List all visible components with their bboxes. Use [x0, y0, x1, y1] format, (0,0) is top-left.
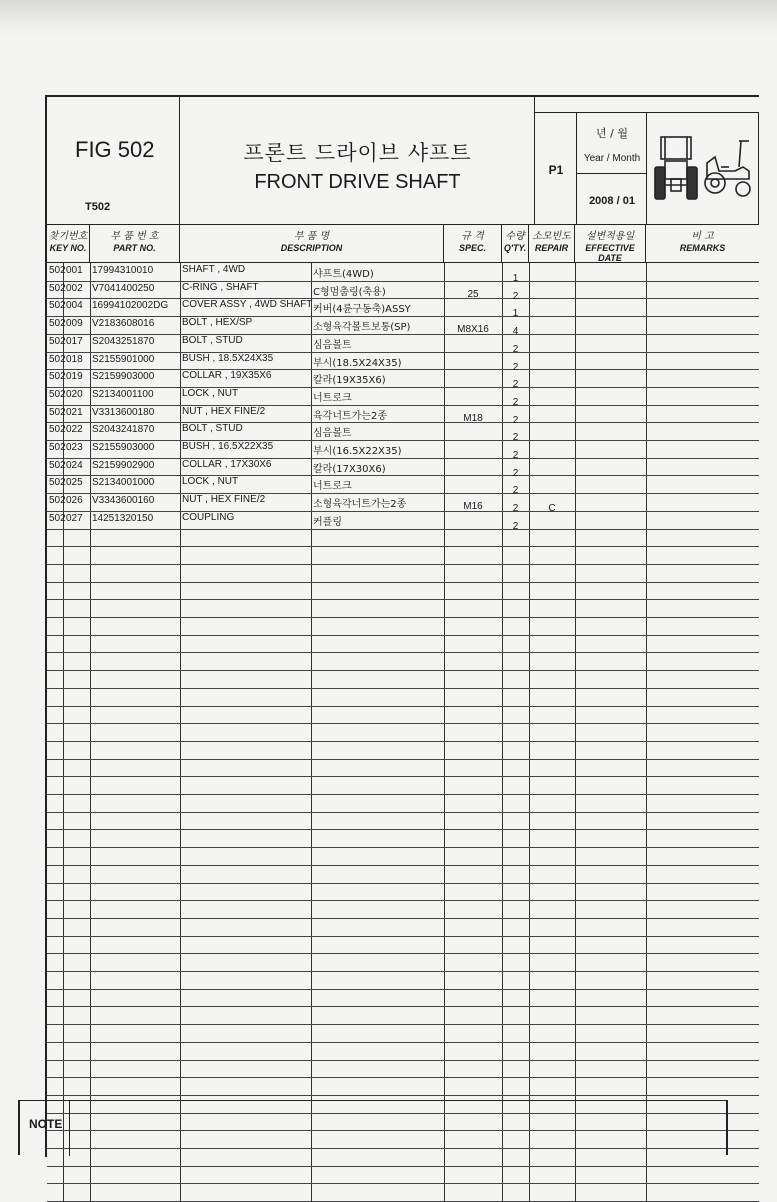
cell-key: 019	[66, 371, 83, 383]
cell-part-no: S2134001000	[92, 477, 155, 489]
cell-spec: M18	[463, 412, 483, 424]
cell-desc-en: BOLT , STUD	[182, 334, 243, 346]
cell-desc-ko: 육각너트가는2종	[313, 410, 387, 422]
cell-desc-en: COLLAR , 19X35X6	[182, 370, 272, 382]
grid-row-line	[47, 953, 759, 954]
cell-part-no: S2159903000	[92, 371, 155, 383]
grid-row-line	[47, 493, 759, 494]
grid-row-line	[47, 1077, 759, 1078]
cell-key: 021	[66, 406, 83, 418]
cell-key: 024	[66, 459, 83, 471]
grid-row-line	[47, 369, 759, 370]
cell-fig: 502	[49, 406, 66, 418]
col-key-no: 찾기번호 KEY NO.	[47, 225, 90, 263]
cell-desc-ko: 소형육각너트가는2종	[313, 499, 407, 511]
cell-key: 004	[66, 300, 83, 312]
cell-fig: 502	[49, 318, 66, 330]
grid-row-line	[47, 688, 759, 689]
grid-row-line	[47, 298, 759, 299]
cell-fig: 502	[49, 459, 66, 471]
grid-row-line	[47, 1042, 759, 1043]
cell-desc-ko: 부시(16.5X22X35)	[313, 446, 402, 457]
col-effective-date: 설변적용일 EFFECTIVE DATE	[575, 225, 646, 263]
cell-key: 002	[66, 282, 83, 294]
cell-part-no: 17994310010	[92, 265, 154, 276]
cell-qty: 1	[512, 308, 519, 320]
cell-qty: 2	[512, 396, 519, 408]
grid-row-line	[47, 883, 759, 884]
cell-desc-en: BUSH , 16.5X22X35	[182, 441, 274, 452]
cell-fig: 502	[49, 282, 66, 294]
cell-desc-en: LOCK , NUT	[182, 476, 239, 488]
cell-key: 022	[66, 424, 83, 436]
cell-desc-ko: 칼라(17X30X6)	[313, 463, 386, 475]
grid-row-line	[47, 405, 759, 406]
cell-desc-ko: 심음볼트	[313, 428, 352, 440]
grid-row-line	[47, 387, 759, 388]
grid-row-line	[47, 582, 759, 583]
grid-row-line	[47, 652, 759, 653]
cell-fig: 502	[49, 442, 66, 453]
cell-key: 017	[66, 335, 83, 347]
col-part-no: 부 품 번 호 PART NO.	[90, 225, 180, 263]
cell-desc-ko: 커플링	[313, 516, 342, 528]
cell-desc-ko: 심음볼트	[313, 339, 352, 351]
col-repair: 소모빈도 REPAIR	[529, 225, 575, 263]
issue-date: 2008 / 01	[589, 195, 635, 207]
grid-row-line	[47, 1183, 759, 1184]
cell-desc-en: BUSH , 18.5X24X35	[182, 352, 274, 364]
grid-row-line	[47, 900, 759, 901]
cell-desc-ko: C형멈춤링(축용)	[313, 286, 386, 298]
grid-row-line	[47, 617, 759, 618]
cell-key: 027	[66, 512, 83, 524]
grid-row-line	[47, 865, 759, 866]
grid-row-line	[47, 812, 759, 813]
cell-desc-en: BOLT , STUD	[182, 423, 243, 435]
grid-row-line	[47, 989, 759, 990]
note-label: NOTE	[29, 1117, 63, 1131]
grid-row-line	[47, 759, 759, 760]
cell-part-no: S2159902900	[92, 459, 155, 471]
grid-row-line	[47, 706, 759, 707]
col-spec: 규 격 SPEC.	[444, 225, 502, 263]
cell-spec: M16	[463, 501, 483, 513]
cell-qty: 2	[512, 343, 519, 355]
cell-qty: 1	[512, 273, 519, 284]
fig-title: FIG 502	[75, 137, 155, 162]
cell-fig: 502	[49, 424, 66, 436]
grid-row-line	[47, 1060, 759, 1061]
title-korean: 프론트 드라이브 샤프트	[243, 141, 472, 165]
cell-desc-en: LOCK , NUT	[182, 387, 239, 399]
cell-desc-ko: 커버(4륜구동축)ASSY	[313, 304, 411, 316]
cell-key: 023	[66, 442, 83, 453]
grid-row-line	[47, 847, 759, 848]
year-month-english: Year / Month	[583, 153, 641, 164]
cell-part-no: S2043251870	[92, 335, 155, 347]
cell-key: 018	[66, 353, 83, 365]
cell-qty: 2	[512, 520, 519, 532]
cell-desc-en: BOLT , HEX/SP	[182, 317, 253, 329]
cell-part-no: V2183608016	[92, 318, 155, 330]
cell-key: 025	[66, 477, 83, 489]
cell-desc-en: NUT , HEX FINE/2	[182, 494, 266, 506]
grid-row-line	[47, 635, 759, 636]
grid-row-line	[47, 794, 759, 795]
cell-desc-ko: 칼라(19X35X6)	[313, 375, 386, 387]
grid-row-line	[47, 741, 759, 742]
cell-desc-en: COLLAR , 17X30X6	[182, 458, 272, 470]
grid-row-line	[47, 723, 759, 724]
cell-part-no: S2134001100	[92, 388, 154, 400]
cell-qty: 2	[512, 290, 519, 302]
grid-row-line	[47, 546, 759, 547]
grid-row-line	[47, 458, 759, 459]
col-qty: 수량 Q'TY.	[502, 225, 529, 263]
cell-desc-ko: 샤프트(4WD)	[313, 269, 374, 280]
cell-key: 009	[66, 318, 83, 330]
cell-key: 020	[66, 388, 83, 400]
fig-number-box	[47, 97, 180, 225]
year-month-box	[577, 112, 647, 225]
cell-fig: 502	[49, 388, 66, 400]
cell-desc-ko: 소형육각볼트보통(SP)	[313, 322, 411, 334]
cell-desc-en: COVER ASSY , 4WD SHAFT	[182, 299, 313, 311]
cell-part-no: S2155901000	[92, 353, 155, 365]
title-box	[180, 97, 535, 225]
cell-fig: 502	[49, 300, 66, 312]
grid-row-line	[47, 281, 759, 282]
col-remarks: 비 고 REMARKS	[646, 225, 759, 263]
illustration-box	[647, 112, 759, 225]
cell-qty: 2	[512, 361, 519, 373]
grid-row-line	[47, 440, 759, 441]
cell-part-no: V3343600160	[92, 495, 155, 507]
cell-spec: M8X16	[457, 324, 489, 336]
tractor-icon	[651, 127, 755, 211]
note-box	[18, 1100, 728, 1155]
cell-desc-en: C-RING , SHAFT	[182, 281, 259, 293]
grid-row-line	[47, 829, 759, 830]
cell-part-no: 14251320150	[92, 512, 154, 524]
grid-row-line	[47, 670, 759, 671]
cell-desc-ko: 너트로크	[313, 392, 352, 404]
grid-row-line	[47, 529, 759, 530]
cell-key: 001	[66, 265, 83, 276]
page-number: P1	[548, 163, 564, 177]
grid-row-line	[47, 564, 759, 565]
grid-row-line	[47, 971, 759, 972]
cell-qty: 2	[512, 485, 519, 497]
cell-fig: 502	[49, 353, 66, 365]
cell-fig: 502	[49, 477, 66, 489]
cell-desc-ko: 부시(18.5X24X35)	[313, 357, 402, 369]
cell-fig: 502	[49, 265, 66, 276]
cell-desc-en: SHAFT , 4WD	[182, 264, 246, 275]
cell-qty: 2	[512, 414, 519, 426]
col-description: 부 품 명 DESCRIPTION	[180, 225, 444, 263]
cell-part-no: S2043241870	[92, 424, 155, 436]
cell-part-no: V3313600180	[92, 406, 155, 418]
cell-key: 026	[66, 495, 83, 507]
grid-row-line	[47, 422, 759, 423]
cell-qty: 2	[512, 450, 519, 461]
cell-part-no: S2155903000	[92, 442, 155, 453]
scan-shadow	[0, 0, 777, 36]
grid-row-line	[47, 1006, 759, 1007]
cell-fig: 502	[49, 512, 66, 524]
grid-row-line	[47, 776, 759, 777]
grid-row-line	[47, 936, 759, 937]
grid-row-line	[47, 918, 759, 919]
grid-row-line	[47, 1095, 759, 1096]
cell-spec: 25	[467, 288, 479, 300]
title-english: FRONT DRIVE SHAFT	[254, 171, 461, 193]
grid-row-line	[47, 1024, 759, 1025]
note-label-cell	[20, 1101, 70, 1156]
cell-qty: 2	[512, 432, 519, 444]
cell-fig: 502	[49, 335, 66, 347]
fig-code: T502	[85, 201, 111, 213]
cell-qty: 2	[512, 379, 519, 391]
cell-desc-en: COUPLING	[182, 511, 235, 523]
grid-row-line	[47, 599, 759, 600]
cell-fig: 502	[49, 495, 66, 507]
cell-qty: 2	[512, 503, 519, 515]
cell-qty: 2	[512, 467, 519, 479]
cell-qty: 4	[512, 326, 519, 338]
cell-part-no: V7041400250	[92, 282, 155, 294]
cell-fig: 502	[49, 371, 66, 383]
cell-desc-ko: 너트로크	[313, 481, 352, 493]
cell-desc-en: NUT , HEX FINE/2	[182, 405, 266, 417]
year-month-korean: 년 / 월	[596, 127, 628, 140]
cell-part-no: 16994102002DG	[92, 300, 169, 312]
parts-sheet	[45, 95, 759, 1157]
grid-row-line	[47, 352, 759, 353]
grid-row-line	[47, 475, 759, 476]
page-box	[535, 112, 577, 225]
cell-repair: C	[548, 503, 556, 515]
